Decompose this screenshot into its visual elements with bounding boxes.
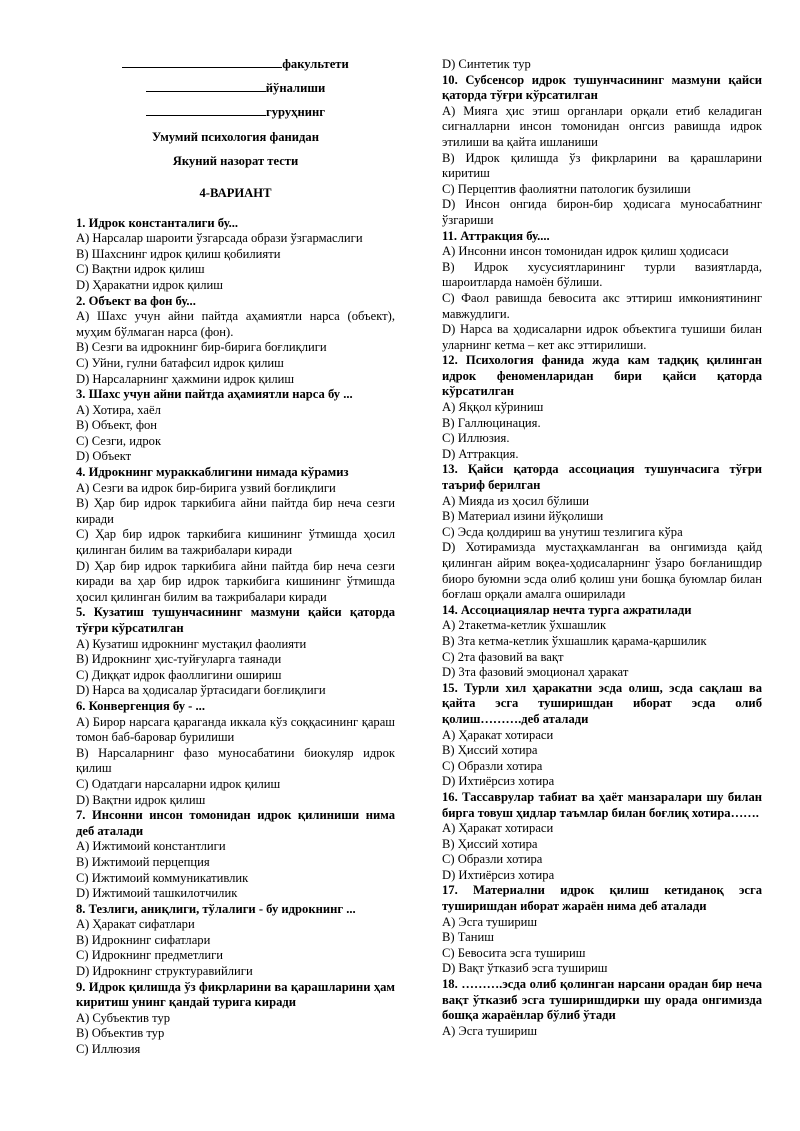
answer-option: B) Объект, фон bbox=[76, 418, 158, 433]
answer-option: C) Диққат идрок фаоллигини ошириш bbox=[76, 667, 282, 682]
answer-option: C) Ҳар бир идрок таркибига кишининг ўтмишда ҳосил қилинган билим ва тажрибалари киради bbox=[76, 527, 395, 558]
answer-option: C) Эсда қолдириш ва унутиш тезлигига кўра bbox=[442, 524, 683, 539]
left-column bbox=[76, 0, 395, 1058]
question-block bbox=[442, 883, 762, 977]
question-text: 2. Объект ва фон бу... bbox=[76, 293, 196, 308]
answer-option: A) Инсонни инсон томонидан идрок қилиш ҳодисаси bbox=[442, 244, 729, 259]
question-text: 5. Кузатиш тушунчасининг мазмуни қайси қаторда тўғри кўрсатилган bbox=[76, 605, 395, 635]
answer-option: C) Перцептив фаолиятни патологик бузилиши bbox=[442, 181, 691, 196]
answer-option: D) Аттракция. bbox=[442, 446, 519, 461]
answer-option: D) Нарсаларнинг ҳажмини идрок қилиш bbox=[76, 371, 295, 386]
answer-option: C) Идрокнинг предметлиги bbox=[76, 948, 224, 963]
question-block bbox=[76, 387, 395, 465]
answer-option: A) Сезги ва идрок бир-бирига узвий боғлиқлиги bbox=[76, 480, 336, 495]
left-question-list bbox=[76, 216, 395, 1058]
answer-option: C) Бевосита эсга тушириш bbox=[442, 945, 586, 960]
group-label: гуруҳнинг bbox=[266, 105, 325, 120]
question-text: 1. Идрок константалиги бу... bbox=[76, 215, 239, 230]
group-line bbox=[76, 104, 395, 121]
answer-option: B) Материал изини йўқолиши bbox=[442, 509, 604, 524]
question-block bbox=[76, 465, 395, 605]
answer-option: A) Ҳаракат хотираси bbox=[442, 727, 554, 742]
answer-option: B) Ижтимоий перцепция bbox=[76, 854, 210, 869]
question-block bbox=[76, 605, 395, 699]
faculty-line bbox=[76, 56, 395, 73]
answer-option: B) Галлюцинация. bbox=[442, 415, 541, 430]
answer-option: A) Хотира, хаёл bbox=[76, 402, 161, 417]
answer-option: C) Образли хотира bbox=[442, 852, 543, 867]
question-block bbox=[442, 603, 762, 681]
answer-option: B) Таниш bbox=[442, 930, 494, 945]
direction-line bbox=[76, 80, 395, 97]
question-block bbox=[76, 216, 395, 294]
answer-option: B) Идрок хусусиятларининг турли вазиятларда, шароитларда намоён бўлиши. bbox=[442, 259, 762, 290]
answer-option: B) Нарсаларнинг фазо муносабатини биокуляр идрок қилиш bbox=[76, 745, 395, 776]
answer-option: A) Нарсалар шароити ўзгарсада образи ўзгармаслиги bbox=[76, 231, 363, 246]
answer-option: A) Ҳаракат сифатлари bbox=[76, 917, 195, 932]
question-block bbox=[76, 699, 395, 808]
question-block bbox=[442, 57, 762, 73]
right-question-list bbox=[442, 57, 762, 1039]
question-text: 15. Турли хил ҳаракатни эсда олиш, эсда сақлаш ва қайта эсга туширишдан иборат эсда олиб қолиш……….деб аталади bbox=[442, 680, 762, 726]
answer-option: C) Иллюзия. bbox=[442, 431, 510, 446]
question-text: 16. Тассаврулар табиат ва ҳаёт манзаралари шу билан бирга товуш ҳидлар таъмлар билан боғлиқ хотира……. bbox=[442, 789, 762, 820]
answer-option: C) Сезги, идрок bbox=[76, 433, 162, 448]
answer-option: A) Ижтимоий константлиги bbox=[76, 839, 226, 854]
answer-option: A) Яққол кўриниш bbox=[442, 400, 544, 415]
answer-option: C) Ижтимоий коммуникативлик bbox=[76, 870, 249, 885]
faculty-blank bbox=[122, 56, 282, 68]
subject-title: Умумий психология фанидан bbox=[152, 129, 319, 144]
question-block bbox=[76, 980, 395, 1058]
answer-option: D) Хотирамизда мустаҳкамланган ва онгимизда қайд қилинган айрим воқеа-ҳодисаларнинг ўзаро боғланишдир биоро буюмни эсда олиб қолиш уни бошқа буюмлар билан боғлаш орқали амалга оширилади bbox=[442, 540, 762, 602]
question-block bbox=[442, 229, 762, 354]
answer-option: A) Ҳаракат хотираси bbox=[442, 821, 554, 836]
answer-option: B) Объектив тур bbox=[76, 1026, 165, 1041]
question-text: 18. ……….эсда олиб қолинган нарсани орадан бир неча вақт ўтказиб эсга туширишдирки шу орада онгимизда бошқа жараёнлар бўлиб ўтади bbox=[442, 977, 762, 1023]
answer-option: C) 2та фазовий ва вақт bbox=[442, 649, 564, 664]
answer-option: B) Ҳар бир идрок таркибига айни пайтда бир неча сезги киради bbox=[76, 496, 395, 526]
answer-option: D) Ихтиёрсиз хотира bbox=[442, 867, 555, 882]
answer-option: D) Нарса ва ҳодисалар ўртасидаги боғлиқлиги bbox=[76, 683, 326, 698]
question-block bbox=[76, 902, 395, 980]
question-text: 9. Идрок қилишда ўз фикрларини ва қарашларини ҳам киритиш унинг қандай турига киради bbox=[76, 979, 395, 1010]
answer-option: B) Ҳиссий хотира bbox=[442, 743, 538, 758]
answer-option: B) 3та кетма-кетлик ўхшашлик қарама-қаршилик bbox=[442, 633, 707, 648]
answer-option: D) Идрокнинг структуравийлиги bbox=[76, 964, 253, 979]
answer-option: B) Идрокнинг сифатлари bbox=[76, 932, 211, 947]
variant-title: 4-ВАРИАНТ bbox=[199, 185, 272, 200]
answer-option: D) Ижтимоий ташкилотчилик bbox=[76, 886, 238, 901]
answer-option: D) Ҳар бир идрок таркибига айни пайтда бир неча сезги киради ва ҳар бир идрок таркибига кишининг ўтмишда ҳосил қилинган билим ва тажрибалари киради bbox=[76, 558, 395, 604]
answer-option: C) Одатдаги нарсаларни идрок қилиш bbox=[76, 776, 281, 791]
question-text: 10. Субсенсор идрок тушунчасининг мазмуни қайси қаторда тўғри кўрсатилган bbox=[442, 72, 762, 103]
answer-option: A) Бирор нарсага қараганда иккала кўз соққасининг қараш томон баб-баровар бурилиши bbox=[76, 714, 395, 745]
answer-option: A) Мияда из ҳосил бўлиши bbox=[442, 493, 590, 508]
answer-option: A) Эсга тушириш bbox=[442, 914, 538, 929]
answer-option: D) Ихтиёрсиз хотира bbox=[442, 774, 555, 789]
question-block bbox=[76, 294, 395, 388]
question-text: 11. Аттракция бу.... bbox=[442, 228, 550, 243]
question-text: 4. Идрокнинг мураккаблигини нимада кўрамиз bbox=[76, 465, 349, 480]
answer-option: D) Объект bbox=[76, 449, 132, 464]
answer-option: C) Уйни, гулни батафсил идрок қилиш bbox=[76, 355, 284, 370]
answer-option: A) Субъектив тур bbox=[76, 1010, 171, 1025]
question-text: 14. Ассоциациялар нечта турга ажратилади bbox=[442, 602, 692, 617]
question-block bbox=[442, 790, 762, 884]
question-text: 3. Шахс учун айни пайтда аҳамиятли нарса бу ... bbox=[76, 387, 353, 402]
question-text: 8. Тезлиги, аниқлиги, тўлалиги - бу идрокнинг ... bbox=[76, 901, 356, 916]
answer-option: D) Нарса ва ҳодисаларни идрок объектига тушиши билан уларнинг кетма – кет акс эттирилиши. bbox=[442, 322, 762, 352]
answer-option: A) 2такетма-кетлик ўхшашлик bbox=[442, 618, 607, 633]
direction-blank bbox=[146, 80, 266, 92]
question-text: 7. Инсонни инсон томонидан идрок қилиниши нима деб аталади bbox=[76, 808, 395, 838]
answer-option: D) Вақтни идрок қилиш bbox=[76, 792, 206, 807]
answer-option: B) Идрокнинг ҳис-туйғуларга таянади bbox=[76, 652, 282, 667]
answer-option: A) Кузатиш идрокнинг мустақил фаолияти bbox=[76, 636, 307, 651]
question-block bbox=[442, 977, 762, 1039]
question-block bbox=[442, 353, 762, 462]
answer-option: C) Образли хотира bbox=[442, 758, 543, 773]
answer-option: A) Эсга тушириш bbox=[442, 1023, 538, 1038]
group-blank bbox=[146, 104, 266, 116]
question-block bbox=[76, 808, 395, 902]
answer-option: B) Ҳиссий хотира bbox=[442, 836, 538, 851]
answer-option: C) Иллюзия bbox=[76, 1042, 141, 1057]
test-title: Якуний назорат тести bbox=[172, 154, 299, 169]
answer-option: D) Синтетик тур bbox=[442, 57, 531, 71]
question-block bbox=[442, 73, 762, 229]
question-text: 12. Психология фанида жуда кам тадқиқ қилинган идрок феноменларидан бири қайси қаторда кўрсатилган bbox=[442, 353, 762, 399]
question-block bbox=[442, 462, 762, 602]
question-block bbox=[442, 681, 762, 790]
answer-option: C) Вақтни идрок қилиш bbox=[76, 262, 205, 277]
question-text: 6. Конвергенция бу - ... bbox=[76, 698, 205, 713]
answer-option: B) Идрок қилишда ўз фикрларини ва қарашларини киритиш bbox=[442, 150, 762, 181]
answer-option: C) Фаол равишда бевосита акс эттириш имкониятининг мавжудлиги. bbox=[442, 290, 762, 321]
question-text: 13. Қайси қаторда ассоциация тушунчасига тўғри таъриф берилган bbox=[442, 462, 762, 493]
answer-option: A) Шахс учун айни пайтда аҳамиятли нарса (объект), муҳим бўлмаган нарса (фон). bbox=[76, 309, 395, 339]
answer-option: B) Сезги ва идрокнинг бир-бирига боғлиқлиги bbox=[76, 340, 327, 355]
faculty-label: факультети bbox=[282, 57, 349, 71]
right-column bbox=[442, 0, 762, 1039]
answer-option: D) 3та фазовий эмоционал ҳаракат bbox=[442, 665, 629, 680]
direction-label: йўналиши bbox=[265, 80, 326, 95]
answer-option: D) Вақт ўтказиб эсга тушириш bbox=[442, 961, 608, 976]
question-text: 17. Материални идрок қилиш кетиданоқ эсга туширишдан иборат жараён нима деб аталади bbox=[442, 883, 762, 914]
answer-option: A) Мияга ҳис этиш органлари орқали етиб келадиган сигналларни инсон томонидан онгсиз равишда идрок этилиши ва қайта ишланиши bbox=[442, 103, 762, 149]
answer-option: D) Инсон онгида бирон-бир ҳодисага муносабатнинг ўзгариши bbox=[442, 197, 762, 227]
answer-option: B) Шахснинг идрок қилиш қобилияти bbox=[76, 246, 281, 261]
answer-option: D) Ҳаракатни идрок қилиш bbox=[76, 277, 223, 292]
